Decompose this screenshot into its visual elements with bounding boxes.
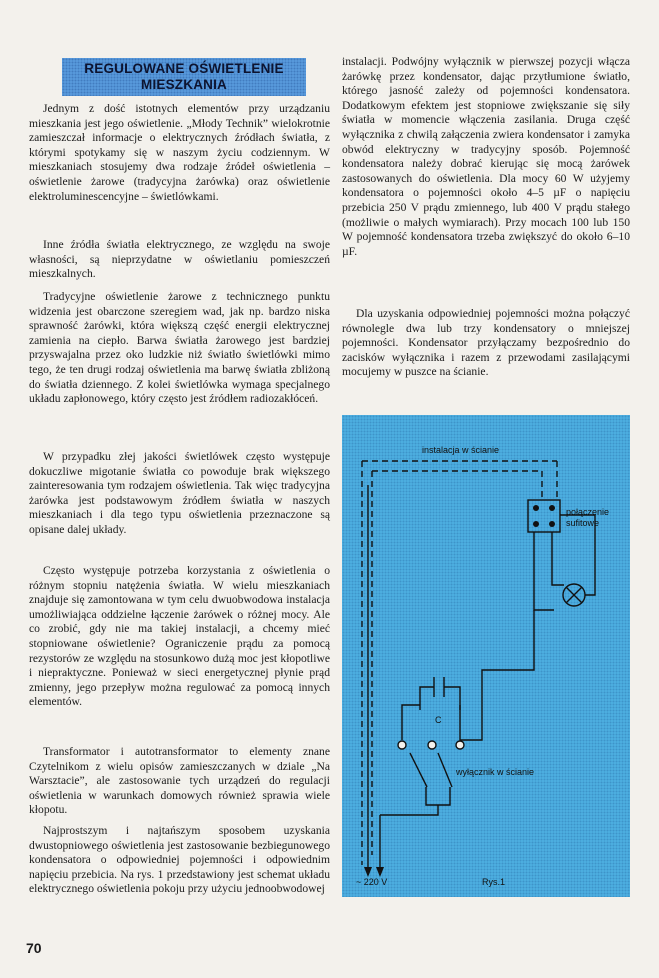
- label-wall-switch: wyłącznik w ścianie: [456, 767, 535, 777]
- paragraph: Najprostszym i najtańszym sposobem uzyskania dwustopniowego oświetlenia jest zastosowanie bezbiegunowego kondensatora o odpowiedniej pojemności i odpowiednim napięciu przebicia. Na rys. 1 przedstawiony jest schemat układu elektrycznego oświetlenia pokoju przy użyciu jednoobwodowej: [29, 824, 330, 896]
- capacitor-wire: [420, 687, 460, 710]
- paragraph: W przypadku złej jakości świetlówek często występuje dokuczliwe migotanie światła co powoduje brak większego zainteresowania tym rodzajem oświetlenia. Tak więc tradycyjna żarówka jest podstawowym źródłem światła w naszych mieszkaniach i dla tego typu oświetlenia przeznaczone są opisane dalej układy.: [29, 450, 330, 536]
- paragraph: Transformator i autotransformator to elementy znane Czytelnikom z wielu opisów zamieszczanych w dziale „Na Warsztacie”, ale zastosowanie tych urządzeń do regulacji oświetlenia w warunkach domowych również sprawia wiele kłopotu.: [29, 745, 330, 817]
- switch-wire-right: [460, 610, 534, 740]
- arrow-down-right: [376, 867, 384, 877]
- paragraph: Tradycyjne oświetlenie żarowe z technicznego punktu widzenia jest obarczone szeregiem wad, jak np. bardzo niska sprawność żarówki, która większą część energii elektrycznej zamienia na ciepło. Barwa światła żarowego jest bardziej przyswajalna przez oko ludzkie niż światło świetlówki mimo tego, że ten drugi rodzaj oświetlenia ma barwę światła zbliżoną do światła dziennego. Z kolei świetlówka wymaga specjalnego układu zapłonowego, który często jest źródłem radiozakłóceń.: [29, 290, 330, 406]
- paragraph: Inne źródła światła elektrycznego, ze względu na swoje własności, są nieprzydatne w oświetlaniu pomieszczeń mieszkalnych.: [29, 238, 330, 281]
- inner-wire-dashed: [372, 471, 542, 855]
- arrow-down-left: [364, 867, 372, 877]
- title-line-2: MIESZKANIA: [141, 77, 227, 92]
- circuit-diagram: [342, 415, 630, 897]
- title-line-1: REGULOWANE OŚWIETLENIE: [84, 61, 284, 76]
- switch-lever-1: [410, 753, 427, 787]
- circuit-schematic: [342, 415, 630, 897]
- paragraph: Często występuje potrzeba korzystania z oświetlenia o różnym stopniu natężenia światła. W wielu mieszkaniach znajduje się zamontowana w tym celu dwuobwodowa instalacja umożliwiająca oddzielne łączenie żarówek o różnej mocy. Ale co zrobić, gdy nie ma takiej instalacji, a chcemy mieć stopniowane oświetlenie? Ograniczenie prądu za pomocą rezystorów ze względu na stosunkowo dużą moc jest kłopotliwe i niepraktyczne. Ponieważ w sieci energetycznej płynie prąd zmienny, jego przepływ można regulować za pomocą innych elementów.: [29, 564, 330, 709]
- ceiling-connection-block: [528, 500, 560, 532]
- article-title: [62, 58, 306, 96]
- label-capacitor: C: [435, 715, 442, 725]
- label-figure-number: Rys.1: [482, 877, 506, 887]
- power-wire-right: [380, 805, 438, 870]
- paragraph: Dla uzyskania odpowiedniej pojemności można połączyć równolegle dwa lub trzy kondensatory o mniejszej pojemności. Kondensator przyłączamy bezpośrednio do zacisków wyłącznika i razem z przewodami zasilającymi mocujemy w puszce na ścianie.: [342, 307, 630, 379]
- paragraph: instalacji. Podwójny wyłącznik w pierwszej pozycji włącza żarówkę przez kondensator, dając przytłumione światło, którego jasność zależy od pojemności kondensatora. Dodatkowym efektem jest stopniowe zwiększanie się siły światła w momencie włączenia zasilania. Druga część wyłącznika z chwilą załączenia zwiera kondensator i zamyka obwód elektryczny w tradycyjny sposób. Pojemność kondensatora należy dobrać kierując się mocą żarówek zastosowanych do oświetlenia. Dla mocy 60 W użyjemy kondensatora o pojemności około 4–5 µF o napięciu przebicia 250 V prądu zmiennego, lub 400 V prądu stałego (możliwie o małych wymiarach). Przy mocach 100 lub 150 W pojemność kondensatora trzeba zwiększyć do około 6–10 µF.: [342, 55, 630, 258]
- label-ceiling-connection-line-1: połączenie: [566, 507, 610, 517]
- label-ceiling-connection-line-2: sufitowe: [566, 518, 600, 528]
- page-number: 70: [26, 940, 42, 956]
- switch-wire-left: [402, 705, 420, 740]
- label-voltage: ~ 220 V: [356, 877, 388, 887]
- switch-lever-2: [438, 753, 452, 787]
- label-ceiling-connection: [566, 507, 609, 529]
- paragraph: Jednym z dość istotnych elementów przy urządzaniu mieszkania jest jego oświetlenie. „Młody Technik” wielokrotnie zamieszczał informacje o elektrycznych źródłach światła, z którymi spotykamy się w naszym życiu codziennym. W mieszkaniach stosujemy dwa rodzaje źródeł oświetlenia – oświetlenie żarowe (tradycyjna żarówka) oraz oświetlenie elektroluminescencyjne – świetlówkami.: [29, 102, 330, 203]
- label-wall-installation: instalacja w ścianie: [422, 445, 500, 455]
- lamp-wire: [552, 532, 564, 585]
